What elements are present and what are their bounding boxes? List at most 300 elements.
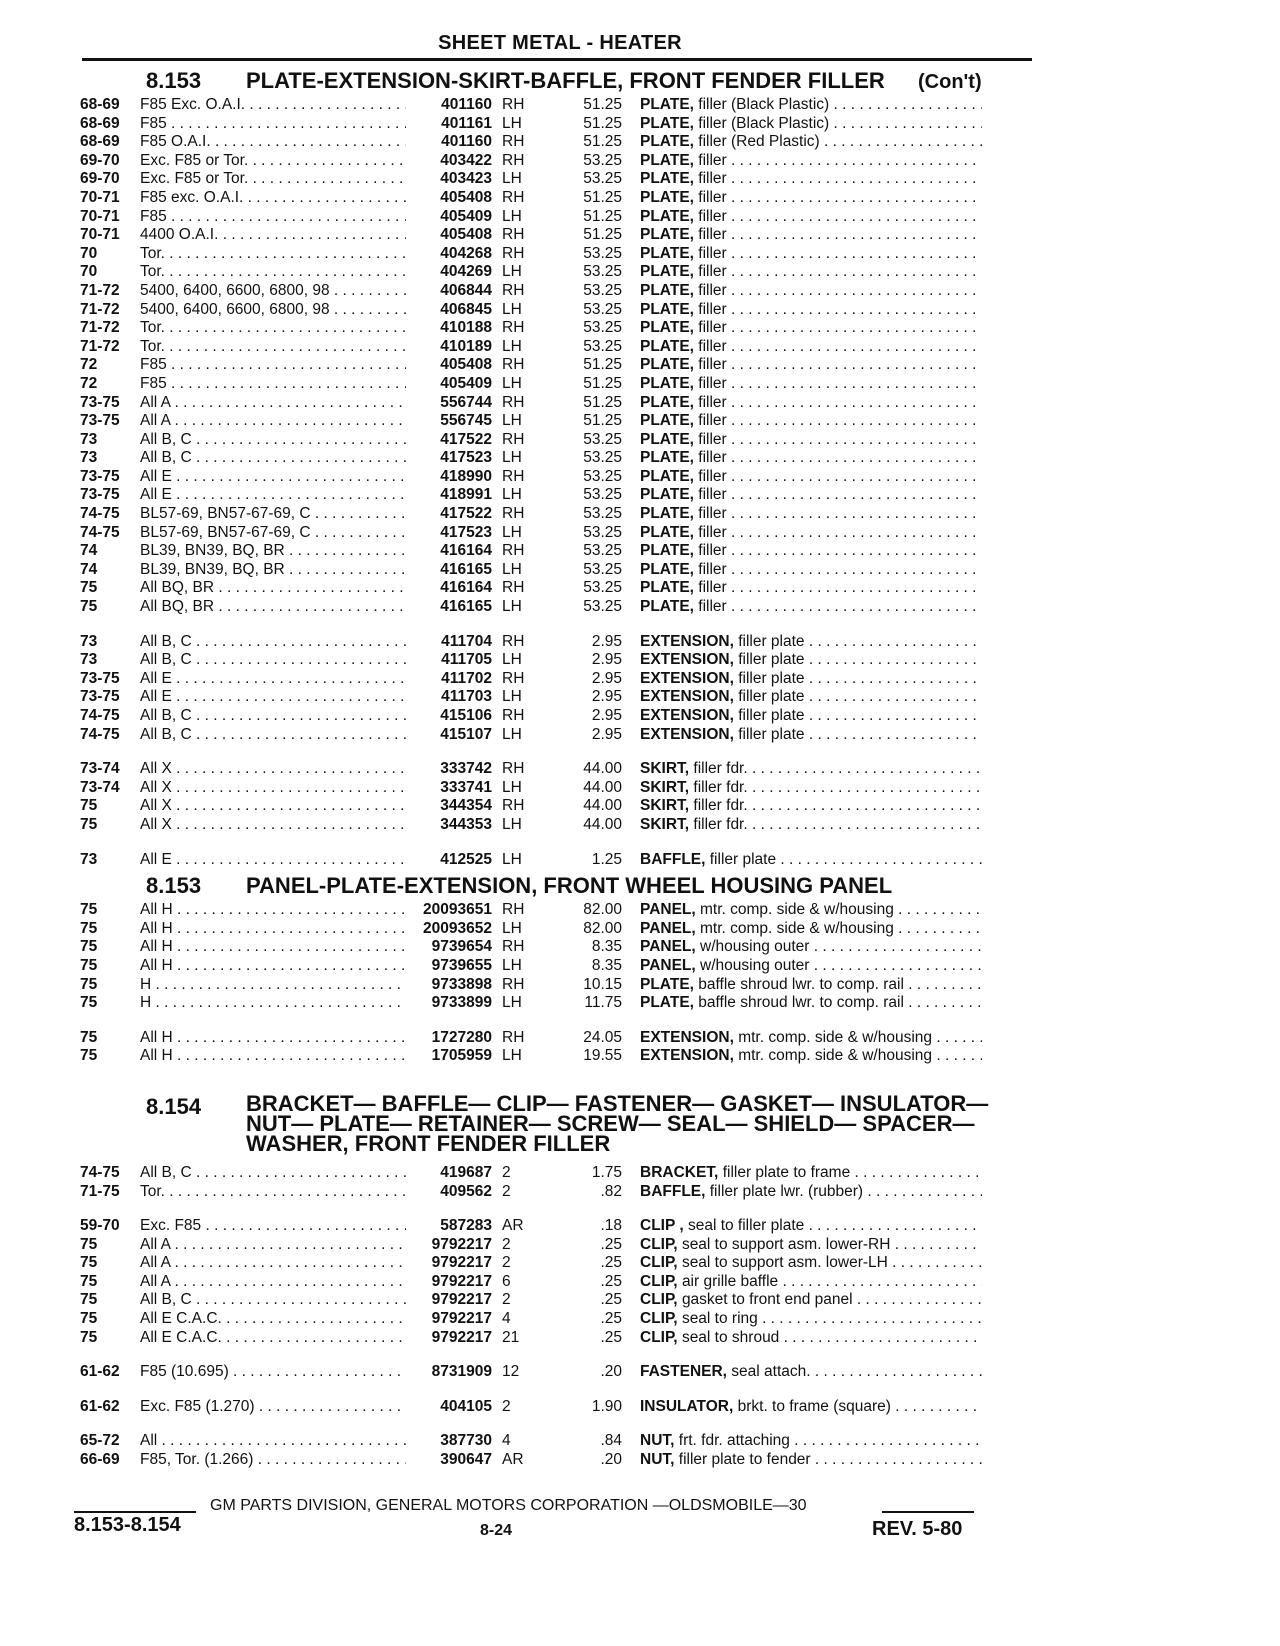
part-number: 411705 <box>441 651 492 669</box>
quantity: RH <box>502 579 525 597</box>
part-name: CLIP, <box>640 1235 678 1253</box>
model-years: 73 <box>80 632 98 650</box>
application: All X . . . <box>140 779 406 798</box>
part-number: 405408 <box>440 188 492 206</box>
group-spacer <box>80 1382 1040 1398</box>
part-detail: filler plate lwr. (rubber) <box>709 1182 864 1200</box>
quantity: LH <box>502 170 522 188</box>
model-years: 69-70 <box>80 170 120 188</box>
model-years: 71-72 <box>80 300 120 318</box>
parts-listing <box>80 66 1040 1470</box>
model-years: 73-75 <box>80 393 120 411</box>
application: All H . . . <box>140 957 406 976</box>
part-description <box>640 1029 982 1048</box>
part-row <box>80 779 1040 798</box>
part-row <box>80 412 1040 431</box>
part-detail: filler <box>698 430 727 448</box>
part-detail: filler fdr. <box>693 797 748 815</box>
part-detail: filler <box>698 598 727 616</box>
part-detail: filler <box>698 244 727 262</box>
part-description <box>640 245 982 264</box>
part-number: 401161 <box>441 114 492 132</box>
quantity: 2 <box>502 1163 511 1181</box>
model-years: 75 <box>80 938 98 956</box>
price: 53.25 <box>583 244 622 262</box>
part-row <box>80 901 1040 920</box>
quantity: 4 <box>502 1310 511 1328</box>
part-number: 1727280 <box>431 1028 492 1046</box>
part-row <box>80 486 1040 505</box>
quantity: LH <box>502 300 522 318</box>
part-number: 416164 <box>440 579 492 597</box>
part-detail: filler (Red Plastic) <box>698 133 820 151</box>
application: F85 exc. O.A.I. . . . <box>140 189 406 208</box>
part-row <box>80 1363 1040 1382</box>
part-description <box>640 779 982 798</box>
model-years: 74-75 <box>80 707 120 724</box>
part-number: 411702 <box>441 669 492 687</box>
part-row <box>80 598 1040 617</box>
part-detail: filler <box>698 300 727 318</box>
part-row <box>80 670 1040 689</box>
quantity: LH <box>502 114 522 132</box>
part-number: 409562 <box>440 1182 492 1200</box>
part-detail: filler plate <box>738 707 805 724</box>
part-name: PLATE, <box>640 412 694 430</box>
application: All H . . . <box>140 901 406 920</box>
application: All H . . . <box>140 1047 406 1066</box>
part-name: BAFFLE, <box>640 850 706 868</box>
section-title: PANEL-PLATE-EXTENSION, FRONT WHEEL HOUSING PANEL <box>246 873 893 899</box>
part-name: FASTENER, <box>640 1363 727 1381</box>
part-number: 9739655 <box>431 956 492 974</box>
quantity: 4 <box>502 1432 511 1450</box>
part-name: BRACKET, <box>640 1163 719 1181</box>
part-name: PLATE, <box>640 393 694 411</box>
price: 8.35 <box>591 938 622 956</box>
part-row <box>80 431 1040 450</box>
price: 19.55 <box>583 1047 622 1065</box>
quantity: RH <box>502 244 525 262</box>
part-row <box>80 1398 1040 1417</box>
quantity: LH <box>502 688 522 706</box>
part-detail: filler <box>698 281 727 299</box>
part-detail: filler <box>698 412 727 430</box>
part-number: 404105 <box>440 1397 492 1415</box>
model-years: 66-69 <box>80 1451 120 1469</box>
part-description <box>640 579 982 598</box>
part-name: PLATE, <box>640 523 694 541</box>
application: All . . . <box>140 1432 406 1451</box>
part-description <box>640 1291 982 1310</box>
footer-section-range: 8.153-8.154 <box>74 1514 181 1536</box>
part-number: 411703 <box>441 688 492 706</box>
price: 44.00 <box>583 760 622 778</box>
part-number: 390647 <box>440 1451 492 1469</box>
part-number: 418990 <box>440 467 492 485</box>
part-number: 416165 <box>440 598 492 616</box>
part-description <box>640 356 982 375</box>
quantity: RH <box>502 542 525 560</box>
price: .84 <box>600 1432 622 1450</box>
price: .25 <box>600 1254 622 1272</box>
model-years: 68-69 <box>80 114 120 132</box>
quantity: RH <box>502 975 525 993</box>
quantity: RH <box>502 505 525 523</box>
section-number: 8.154 <box>146 1093 202 1119</box>
quantity: LH <box>502 651 522 669</box>
part-description <box>640 726 982 745</box>
price: 53.25 <box>583 598 622 616</box>
part-detail: filler plate to fender <box>678 1451 811 1469</box>
application: All B, C . . . <box>140 431 406 450</box>
application: Tor. . . . <box>140 319 406 338</box>
part-detail: filler (Black Plastic) <box>698 114 830 132</box>
part-description <box>640 1273 982 1292</box>
price: 2.95 <box>591 707 622 724</box>
part-row <box>80 208 1040 227</box>
part-description <box>640 1254 982 1273</box>
part-name: PLATE, <box>640 579 694 597</box>
application: F85 . . . <box>140 356 406 375</box>
part-name: EXTENSION, <box>640 707 734 724</box>
quantity: RH <box>502 760 525 778</box>
section-number: 8.153 <box>146 68 202 93</box>
price: 51.25 <box>583 226 622 244</box>
part-row <box>80 115 1040 134</box>
part-name: CLIP, <box>640 1254 678 1272</box>
model-years: 75 <box>80 598 98 616</box>
part-name: SKIRT, <box>640 760 690 778</box>
part-number: 344353 <box>440 815 492 833</box>
part-number: 9792217 <box>431 1254 492 1272</box>
part-row <box>80 468 1040 487</box>
part-description <box>640 282 982 301</box>
part-row <box>80 1291 1040 1310</box>
part-detail: w/housing outer <box>700 938 810 956</box>
application: All X . . . <box>140 760 406 779</box>
model-years: 74-75 <box>80 505 120 523</box>
application: Exc. F85 . . . <box>140 1217 406 1236</box>
quantity: RH <box>502 188 525 206</box>
quantity: RH <box>502 281 525 299</box>
section-title-line: WASHER, FRONT FENDER FILLER <box>246 1130 611 1156</box>
quantity: RH <box>502 319 525 337</box>
quantity: RH <box>502 938 525 956</box>
quantity: 2 <box>502 1235 511 1253</box>
quantity: AR <box>502 1217 524 1235</box>
part-row <box>80 920 1040 939</box>
quantity: LH <box>502 523 522 541</box>
application: All E . . . <box>140 468 406 487</box>
part-row <box>80 1451 1040 1470</box>
part-description <box>640 486 982 505</box>
application: All B, C . . . <box>140 1291 406 1310</box>
quantity: 2 <box>502 1182 511 1200</box>
group-spacer <box>80 617 1040 633</box>
part-name: PLATE, <box>640 244 694 262</box>
application: Tor. . . . <box>140 263 406 282</box>
price: 1.75 <box>591 1163 622 1181</box>
price: 53.25 <box>583 523 622 541</box>
part-row <box>80 938 1040 957</box>
part-detail: filler <box>698 542 727 560</box>
model-years: 73 <box>80 430 98 448</box>
part-number: 401160 <box>441 133 492 151</box>
part-number: 556745 <box>440 412 492 430</box>
application: All X . . . <box>140 816 406 835</box>
part-detail: mtr. comp. side & w/housing <box>700 901 894 919</box>
model-years: 73-74 <box>80 778 120 796</box>
quantity: LH <box>502 263 522 281</box>
quantity: LH <box>502 337 522 355</box>
price: 51.25 <box>583 114 622 132</box>
part-description <box>640 920 982 939</box>
model-years: 70-71 <box>80 207 120 225</box>
part-row <box>80 394 1040 413</box>
part-detail: filler plate <box>709 850 777 868</box>
model-years: 68-69 <box>80 96 120 113</box>
model-years: 59-70 <box>80 1217 120 1235</box>
part-row <box>80 579 1040 598</box>
section-header <box>80 66 1040 96</box>
part-number: 406845 <box>440 300 492 318</box>
part-name: PANEL, <box>640 919 696 937</box>
part-detail: filler <box>698 449 727 467</box>
model-years: 75 <box>80 797 98 815</box>
quantity: RH <box>502 356 525 374</box>
part-description <box>640 707 982 726</box>
quantity: LH <box>502 1047 522 1065</box>
application: 5400, 6400, 6600, 6800, 98 . . . <box>140 282 406 301</box>
part-row <box>80 189 1040 208</box>
part-detail: filler <box>698 151 727 169</box>
footer-page-number: 8-24 <box>480 1522 513 1539</box>
application: BL57-69, BN57-67-69, C . . . <box>140 505 406 524</box>
application: Exc. F85 or Tor. . . . <box>140 152 406 171</box>
model-years: 75 <box>80 1028 98 1046</box>
price: 44.00 <box>583 778 622 796</box>
part-name: PLATE, <box>640 449 694 467</box>
part-description <box>640 994 982 1013</box>
application: BL57-69, BN57-67-69, C . . . <box>140 524 406 543</box>
part-number: 417523 <box>440 523 492 541</box>
model-years: 70-71 <box>80 188 120 206</box>
part-detail: baffle shroud lwr. to comp. rail <box>698 994 904 1012</box>
part-description <box>640 468 982 487</box>
part-detail: air grille baffle <box>681 1272 779 1290</box>
model-years: 75 <box>80 1272 98 1290</box>
model-years: 70 <box>80 244 98 262</box>
part-number: 9792217 <box>431 1235 492 1253</box>
application: All E C.A.C. . . . <box>140 1329 406 1348</box>
part-detail: seal to filler plate <box>687 1217 805 1235</box>
quantity: LH <box>502 725 522 743</box>
part-description <box>640 189 982 208</box>
part-description <box>640 226 982 245</box>
part-detail: filler <box>698 467 727 485</box>
part-row <box>80 1047 1040 1066</box>
price: 1.25 <box>591 850 622 868</box>
part-row <box>80 542 1040 561</box>
model-years: 73-75 <box>80 688 120 706</box>
part-description <box>640 688 982 707</box>
part-description <box>640 901 982 920</box>
part-row <box>80 263 1040 282</box>
quantity: LH <box>502 994 522 1012</box>
part-detail: filler plate to frame <box>722 1163 851 1181</box>
group-spacer <box>80 1347 1040 1363</box>
price: 10.15 <box>583 975 622 993</box>
part-number: 411704 <box>441 632 492 650</box>
model-years: 71-72 <box>80 319 120 337</box>
application: All E . . . <box>140 688 406 707</box>
price: 53.25 <box>583 319 622 337</box>
price: 53.25 <box>583 449 622 467</box>
part-row <box>80 226 1040 245</box>
part-number: 410188 <box>440 319 492 337</box>
part-description <box>640 449 982 468</box>
part-name: EXTENSION, <box>640 651 734 669</box>
part-number: 418991 <box>440 486 492 504</box>
part-row <box>80 96 1040 115</box>
part-detail: filler fdr. <box>693 778 748 796</box>
part-number: 1705959 <box>431 1047 492 1065</box>
part-name: CLIP, <box>640 1328 678 1346</box>
part-name: PLATE, <box>640 170 694 188</box>
part-name: PLATE, <box>640 96 694 113</box>
price: 2.95 <box>591 632 622 650</box>
application: All B, C . . . <box>140 449 406 468</box>
part-row <box>80 1183 1040 1202</box>
model-years: 70 <box>80 263 98 281</box>
part-description <box>640 505 982 524</box>
application: All A . . . <box>140 394 406 413</box>
part-number: 419687 <box>440 1163 492 1181</box>
footer-rule-left <box>74 1511 196 1513</box>
application: Tor. . . . <box>140 245 406 264</box>
price: 53.25 <box>583 151 622 169</box>
quantity: LH <box>502 956 522 974</box>
price: 2.95 <box>591 725 622 743</box>
group-spacer <box>80 835 1040 851</box>
application: 5400, 6400, 6600, 6800, 98 . . . <box>140 301 406 320</box>
price: 51.25 <box>583 374 622 392</box>
application: Tor. . . . <box>140 338 406 357</box>
part-detail: filler plate <box>738 669 805 687</box>
part-number: 403423 <box>440 170 492 188</box>
quantity: RH <box>502 467 525 485</box>
part-row <box>80 797 1040 816</box>
model-years: 73 <box>80 850 98 868</box>
part-name: EXTENSION, <box>640 725 734 743</box>
price: .25 <box>600 1272 622 1290</box>
part-description <box>640 263 982 282</box>
part-row <box>80 957 1040 976</box>
part-row <box>80 994 1040 1013</box>
application: All A . . . <box>140 1236 406 1255</box>
part-number: 416165 <box>440 560 492 578</box>
quantity: RH <box>502 151 525 169</box>
continued-label: (Con't) <box>918 71 982 93</box>
quantity: LH <box>502 778 522 796</box>
part-name: CLIP, <box>640 1310 678 1328</box>
part-description <box>640 152 982 171</box>
application: All A . . . <box>140 1273 406 1292</box>
application: All H . . . <box>140 938 406 957</box>
part-detail: filler plate <box>738 688 805 706</box>
part-number: 9792217 <box>431 1328 492 1346</box>
price: 53.25 <box>583 560 622 578</box>
section-header <box>80 871 1040 901</box>
part-row <box>80 1273 1040 1292</box>
part-description <box>640 816 982 835</box>
part-description <box>640 412 982 431</box>
part-description <box>640 851 982 870</box>
quantity: 6 <box>502 1272 511 1290</box>
quantity: LH <box>502 374 522 392</box>
part-name: PLATE, <box>640 505 694 523</box>
part-number: 415106 <box>440 707 492 724</box>
part-description <box>640 115 982 134</box>
part-name: EXTENSION, <box>640 632 734 650</box>
price: 51.25 <box>583 96 622 113</box>
footer-publisher: GM PARTS DIVISION, GENERAL MOTORS CORPORATION —OLDSMOBILE—30 <box>210 1497 807 1514</box>
model-years: 71-75 <box>80 1182 120 1200</box>
part-number: 403422 <box>440 151 492 169</box>
part-detail: filler <box>698 374 727 392</box>
part-name: PLATE, <box>640 188 694 206</box>
part-name: PLATE, <box>640 430 694 448</box>
part-row <box>80 1310 1040 1329</box>
part-name: PLATE, <box>640 467 694 485</box>
part-row <box>80 1432 1040 1451</box>
price: 11.75 <box>584 994 622 1012</box>
part-detail: filler <box>698 505 727 523</box>
part-detail: filler fdr. <box>693 815 748 833</box>
application: F85 Exc. O.A.I. . . . <box>140 96 406 115</box>
quantity: RH <box>502 1028 525 1046</box>
part-row <box>80 524 1040 543</box>
page-title: SHEET METAL - HEATER <box>438 32 682 54</box>
part-detail: frt. fdr. attaching <box>678 1432 790 1450</box>
part-description <box>640 96 982 115</box>
group-spacer <box>80 1013 1040 1029</box>
part-number: 8731909 <box>431 1363 492 1381</box>
part-detail: mtr. comp. side & w/housing <box>738 1047 933 1065</box>
application: 4400 O.A.I. . . . <box>140 226 406 245</box>
section-spacer <box>80 1066 1040 1088</box>
quantity: RH <box>502 430 525 448</box>
part-description <box>640 1432 982 1451</box>
part-description <box>640 976 982 995</box>
part-description <box>640 1329 982 1348</box>
part-detail: seal to support asm. lower-LH <box>681 1254 888 1272</box>
part-detail: mtr. comp. side & w/housing <box>738 1028 933 1046</box>
price: 82.00 <box>583 901 622 919</box>
quantity: RH <box>502 393 525 411</box>
price: 53.25 <box>583 486 622 504</box>
price: 53.25 <box>583 542 622 560</box>
part-detail: brkt. to frame (square) <box>737 1397 891 1415</box>
part-number: 333742 <box>440 760 492 778</box>
section-header <box>80 1088 1040 1164</box>
part-row <box>80 651 1040 670</box>
application: All B, C . . . <box>140 707 406 726</box>
part-description <box>640 1217 982 1236</box>
model-years: 73 <box>80 651 98 669</box>
part-row <box>80 152 1040 171</box>
